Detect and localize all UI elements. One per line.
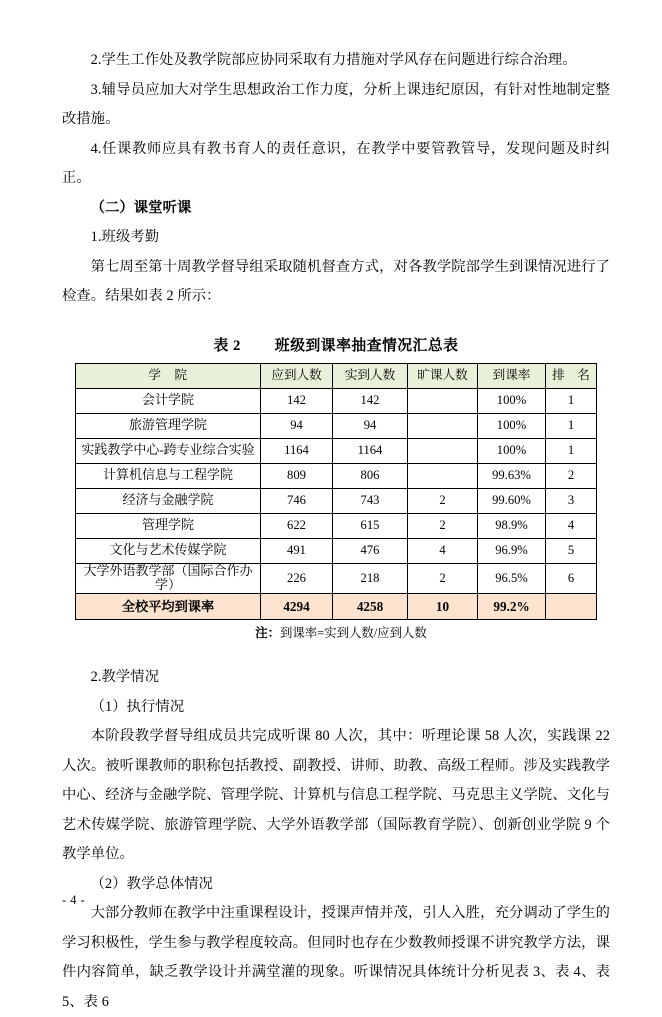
cell-rate: 98.9% (478, 513, 546, 538)
cell-expected: 746 (261, 488, 333, 513)
cell-expected: 809 (261, 463, 333, 488)
cell-rate: 100% (478, 388, 546, 413)
table-caption-title: 班级到课率抽查情况汇总表 (274, 337, 459, 354)
table-caption-label: 表 2 (213, 337, 241, 354)
cell-total-absent: 10 (408, 594, 478, 620)
cell-rank: 4 (546, 513, 597, 538)
cell-absent: 4 (408, 538, 478, 563)
cell-college: 大学外语教学部（国际合作办学） (76, 563, 261, 594)
table-row (76, 563, 597, 594)
cell-absent: 2 (408, 488, 478, 513)
cell-college: 文化与艺术传媒学院 (76, 538, 261, 563)
cell-actual: 1164 (333, 438, 408, 463)
paragraph-overall-body: 大部分教师在教学中注重课程设计，授课声情并茂，引人入胜，充分调动了学生的学习积极性，学生参与教学程度较高。但同时也存在少数教师授课不讲究教学方法，课件内容简单，缺乏教学设计并满堂灌的现象。听课情况具体统计分析见表 3、表 4、表 5、表 6 (62, 905, 610, 1010)
cell-rank: 6 (546, 563, 597, 594)
cell-rate: 96.9% (478, 538, 546, 563)
cell-absent (408, 388, 478, 413)
column-header-absent: 旷课人数 (408, 363, 478, 388)
cell-rank: 1 (546, 413, 597, 438)
cell-college: 经济与金融学院 (76, 488, 261, 513)
cell-rate: 100% (478, 438, 546, 463)
cell-total-expected: 4294 (261, 594, 333, 620)
table-row (76, 438, 597, 463)
paragraph-execution-body: 本阶段教学督导组成员共完成听课 80 人次，其中：听理论课 58 人次，实践课 22 人次。被听课教师的职称包括教授、副教授、讲师、助教、高级工程师。涉及实践教学中心、经济与金融学院、管理学院、计算机与信息工程学院、马克思主义学院、文化与艺术传媒学院、旅游管理学院、大学外语教学部（国际教育学院）、创新创业学院 9 个教学单位。 (62, 728, 610, 863)
cell-total-actual: 4258 (333, 594, 408, 620)
column-header-rate: 到课率 (478, 363, 546, 388)
cell-rank: 3 (546, 488, 597, 513)
table-note-text: 到课率=实到人数/应到人数 (280, 626, 427, 641)
cell-actual: 476 (333, 538, 408, 563)
cell-rate: 100% (478, 413, 546, 438)
cell-expected: 622 (261, 513, 333, 538)
paragraph-item-4: 4.任课教师应具有教书育人的责任意识，在教学中要管教管导，发现问题及时纠正。 (62, 140, 610, 186)
intro-paragraph: 第七周至第十周教学督导组采取随机督查方式，对各教学院部学生到课情况进行了检查。结果如表 2 所示： (62, 258, 610, 304)
table-row (76, 538, 597, 563)
cell-college: 实践教学中心-跨专业综合实验 (76, 438, 261, 463)
cell-rate: 99.60% (478, 488, 546, 513)
cell-total-label: 全校平均到课率 (76, 594, 261, 620)
cell-absent: 2 (408, 563, 478, 594)
cell-college: 旅游管理学院 (76, 413, 261, 438)
table-note-prefix: 注： (255, 626, 281, 641)
paragraph-overall-heading: （2）教学总体情况 (90, 875, 214, 892)
column-header-actual: 实到人数 (333, 363, 408, 388)
cell-actual: 218 (333, 563, 408, 594)
cell-college: 会计学院 (76, 388, 261, 413)
section-heading: （二）课堂听课 (90, 199, 192, 216)
cell-rank: 1 (546, 388, 597, 413)
cell-expected: 1164 (261, 438, 333, 463)
cell-rate: 99.63% (478, 463, 546, 488)
table-row (76, 388, 597, 413)
cell-absent: 2 (408, 513, 478, 538)
cell-actual: 806 (333, 463, 408, 488)
cell-absent (408, 413, 478, 438)
cell-actual: 743 (333, 488, 408, 513)
paragraph-execution-heading: （1）执行情况 (90, 698, 185, 715)
column-header-expected: 应到人数 (261, 363, 333, 388)
cell-expected: 226 (261, 563, 333, 594)
cell-absent (408, 463, 478, 488)
cell-total-rank (546, 594, 597, 620)
column-header-college: 学 院 (76, 363, 261, 388)
cell-absent (408, 438, 478, 463)
subsection-heading: 1.班级考勤 (90, 229, 160, 245)
cell-actual: 142 (333, 388, 408, 413)
cell-expected: 94 (261, 413, 333, 438)
table-row (76, 488, 597, 513)
cell-college: 计算机信息与工程学院 (76, 463, 261, 488)
cell-expected: 491 (261, 538, 333, 563)
table-row (76, 513, 597, 538)
cell-expected: 142 (261, 388, 333, 413)
cell-actual: 615 (333, 513, 408, 538)
table-header-row (76, 363, 597, 388)
paragraph-item-3: 3.辅导员应加大对学生思想政治工作力度，分析上课违纪原因，有针对性地制定整改措施。 (62, 81, 610, 127)
cell-college: 管理学院 (76, 513, 261, 538)
cell-actual: 94 (333, 413, 408, 438)
cell-rank: 2 (546, 463, 597, 488)
paragraph-teaching-situation: 2.教学情况 (90, 669, 160, 686)
paragraph-item-2: 2.学生工作处及教学院部应协同采取有力措施对学风存在问题进行综合治理。 (90, 52, 577, 68)
table-note (71, 620, 602, 641)
cell-rank: 5 (546, 538, 597, 563)
cell-rate: 96.5% (478, 563, 546, 594)
page-number: - 4 - (62, 893, 86, 907)
table-row (76, 413, 597, 438)
attendance-table (75, 363, 597, 621)
table-caption (62, 312, 610, 363)
cell-total-rate: 99.2% (478, 594, 546, 620)
table-row (76, 463, 597, 488)
cell-rank: 1 (546, 438, 597, 463)
column-header-rank: 排 名 (546, 363, 597, 388)
table-total-row (76, 594, 597, 620)
